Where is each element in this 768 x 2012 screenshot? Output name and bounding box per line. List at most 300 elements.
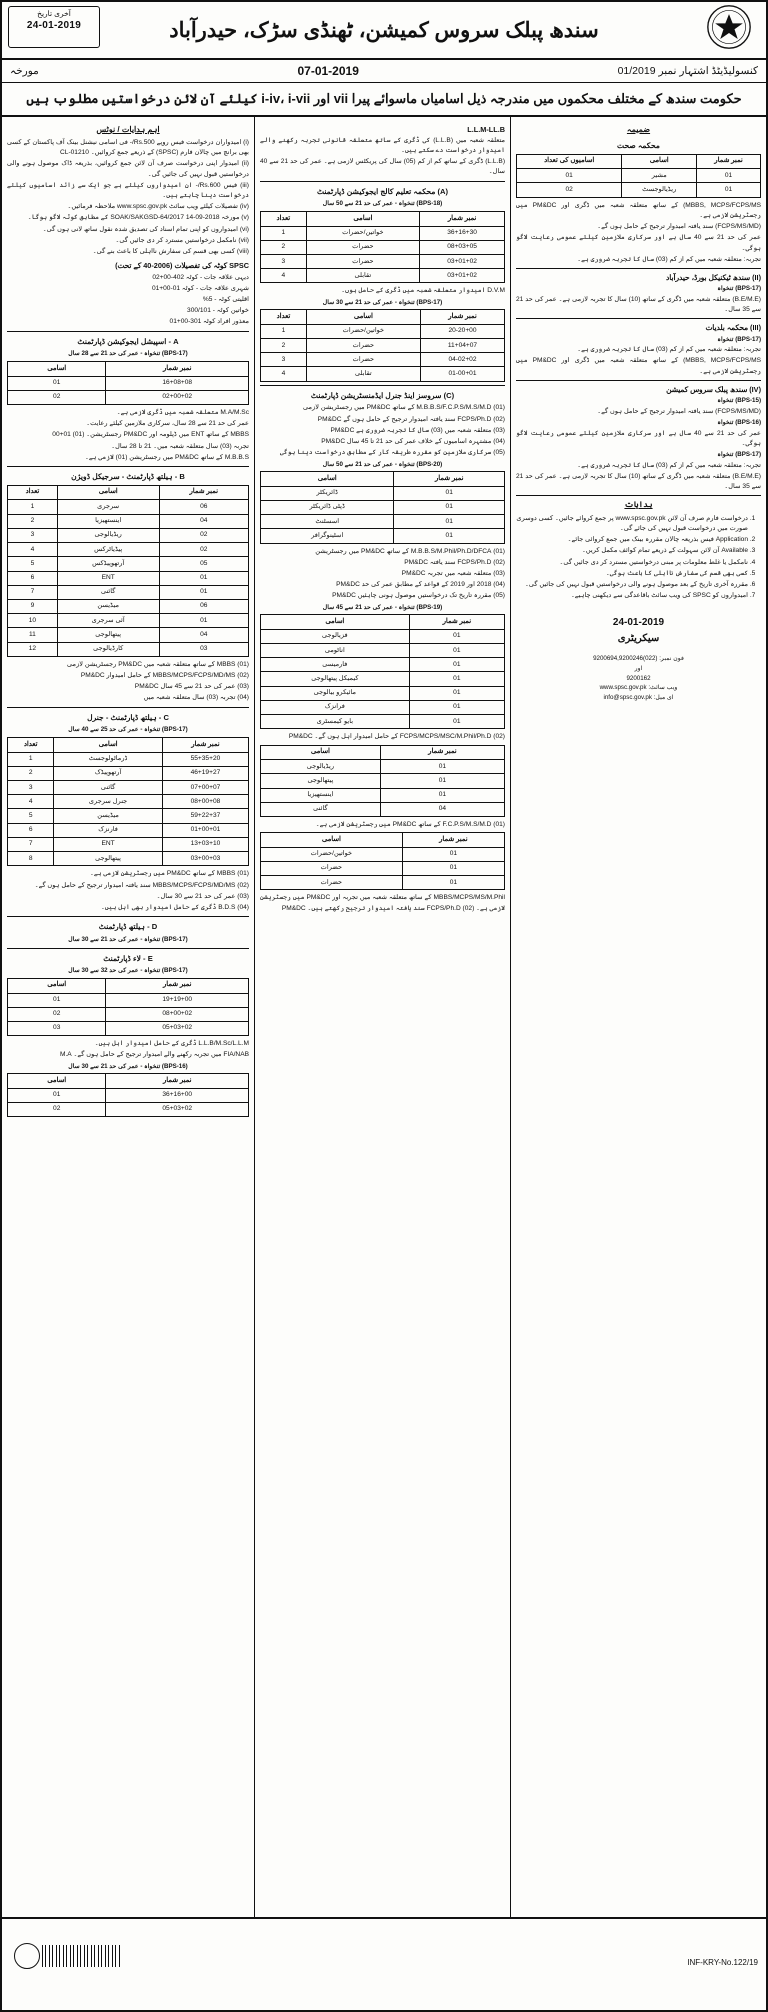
table-row [8,781,249,795]
health-general-note-4: (04) B.D.S ڈگری کے حامل امیدوار بھی اہل ہیں۔ [101,904,249,912]
tech-board-heading: (II) سندھ ٹیکنیکل بورڈ، حیدرآباد [665,272,761,282]
table-row [8,1088,249,1102]
col-header: اسامی [622,154,697,169]
table-row [8,766,249,780]
cell: تقابلی [306,367,420,381]
cell: 01 [409,672,504,686]
surgical-note-4: (04) تجربہ (03) سال متعلقہ شعبہ میں [143,694,249,702]
instructions-list [516,514,761,602]
health-surgical-table [7,485,249,657]
divider [7,707,249,708]
cell: حضرات [306,255,420,269]
cell: 3 [261,353,307,367]
email-label: ای میل: [653,693,674,701]
cell: 03+01+02 [420,255,505,269]
dept-e-item-1: (01) M.B.B.S/M.Phil/Ph.D/DFCA کے ساتھ PM&DC میں رجسٹریشن [315,547,505,555]
dept-e-item-5: (05) مقررہ تاریخ تک درخواستیں موصول ہونی چاہئیں PM&DC [332,592,505,600]
cell: 36+16+30 [420,226,505,240]
instruction-i: (i) امیدواران درخواست فیس روپے Rs.500/- فی اسامی نیشنل بینک آف پاکستان کے کسی بھی برانچ میں چالان فارم (SPSC) کے ذریعے جمع کروائیں۔ CL-01210 [7,138,249,157]
cell: گائنی [261,802,381,816]
col-header: نمبر شمار [402,833,504,848]
surgical-note-1: (01) MBBS کے ساتھ متعلقہ شعبہ میں PM&DC رجسٹریشن لازمی [67,660,249,668]
website-link[interactable]: www.spsc.gov.pk [599,684,647,692]
cell: 01 [159,614,249,628]
surgical-note-3: (03) عمر کی حد 21 سے 45 سال PM&DC [134,683,249,691]
cell: پیڈیاٹرکس [57,543,159,557]
cell: 4 [8,543,58,557]
cell: ڈرماٹولوجسٹ [54,752,163,766]
ad-number: کنسولیڈیٹڈ اشتہار نمبر 01/2019 [617,65,758,77]
special-education-heading: A - اسپیشل ایجوکیشن ڈپارٹمنٹ [77,336,179,346]
quota-line-4: خواتین کوٹہ - 300/101 [187,307,249,315]
law-note-2: FIA/NAB میں تجربہ رکھنے والے امیدوار ترجیح کے حامل ہوں گے۔ M.A [59,1051,249,1059]
special-education-note-3: MBBS کے ساتھ ENT میں ڈپلومہ اور PM&DC رجسٹریشن۔ (01) 01+00 [52,431,249,439]
cell: 01+00+01 [162,823,248,837]
instruction-v: (v) مورخہ SOAK/SAKGSD-64/2017 14-09-2018 کے مطابق کوٹہ لاگو ہوگا۔ [27,214,249,222]
divider [516,495,761,496]
cell: 3 [8,528,58,542]
cell: 01 [409,658,504,672]
table-row [8,1102,249,1116]
cell: 01 [394,486,505,500]
cell: 1 [8,500,58,514]
table-row [261,802,505,816]
law-second-table [7,1073,249,1117]
misc-posts-table [260,614,505,729]
col-header: نمبر شمار [409,615,504,630]
divider [7,916,249,917]
dvm-text: D.V.M امیدوار متعلقہ شعبہ میں ڈگری کے حامل ہوں۔ [341,287,505,295]
list-item: 7. امیدواروں کو SPSC کی ویب سائٹ باقاعدگی سے دیکھنی چاہیے۔ [516,591,748,601]
cell: فرانزک [261,700,410,714]
cell: 01 [402,876,504,890]
divider [7,948,249,949]
cell: 10 [8,614,58,628]
tech-board-scale: (BPS-17) تنخواہ [717,285,761,293]
table-row [261,700,505,714]
table-row [261,788,505,802]
cell: 01 [159,571,249,585]
cell: 06 [159,599,249,613]
col-header: تعداد [261,212,307,227]
health-general-note-2: (02) MBBS/MCPS/FCPS/MD/MS سند یافتہ امیدوار ترجیح کے حامل ہوں گے۔ [34,881,249,889]
col-header: نمبر شمار [159,485,249,500]
cell: حضرات [306,353,420,367]
cell: 55+35+20 [162,752,248,766]
page-title: سندھ پبلک سروس کمیشن، ٹھنڈی سڑک، حیدرآباد [169,19,599,42]
cell: 16+08+08 [106,376,249,390]
cell: 59+22+37 [162,809,248,823]
local-govt-text: تجربہ: متعلقہ شعبہ میں کم از کم (03) سال کا تجربہ ضروری ہے۔ [577,346,761,354]
cell: 01 [159,585,249,599]
middle-footer-note: MBBS/MCPS/MS/M.Phil کے ساتھ متعلقہ شعبہ میں تجربہ اور PM&DC میں رجسٹریشن لازمی ہے۔ (02) FCPS/Ph.D سند یافتہ امیدوار ترجیح رکھتے ہیں۔ PM&DC [260,894,505,912]
gad-item-1: (01) M.B.B.S/F.C.P.S/M.S/M.D کے ساتھ PM&DC میں رجسٹریشن لازمی [303,404,505,412]
list-item: 4. نامکمل یا غلط معلومات پر مبنی درخواستیں مسترد کر دی جائیں گی۔ [516,558,748,568]
law-dept-scale: (BPS-17) تنخواہ - عمر کی حد 32 سے 30 سال [68,967,188,975]
table-row [261,629,505,643]
col-header: اسامی [306,310,420,325]
cell: 02 [159,543,249,557]
table-row [8,376,249,390]
law-second-scale: (BPS-16) تنخواہ - عمر کی حد 21 سے 30 سال [68,1062,188,1070]
health-note-3: عمر کی حد 21 سے 40 سال ہے اور سرکاری ملازمین کیلئے عمومی رعایت لاگو ہوگی۔ [516,234,761,252]
cell: 4 [261,269,307,283]
special-education-note-4: تجربہ (03) سال متعلقہ شعبہ میں۔ 21 تا 28 سال۔ [111,442,249,450]
table-row [261,686,505,700]
phone-label: فون نمبر: [659,655,684,663]
table-row [8,585,249,599]
cell: 01 [409,715,504,729]
table-row [517,169,761,183]
cell: 4 [8,795,54,809]
cell: اناٹومی [261,644,410,658]
table-row [261,255,505,269]
services-gad-table [260,471,505,543]
table-row [261,226,505,240]
special-education-note-1: M.A/M.Sc متعلقہ شعبہ میں ڈگری لازمی ہے۔ [116,409,249,417]
cell: 03+01+02 [420,269,505,283]
cell: اسٹینوگرافر [261,529,394,543]
cell: حضرات [261,861,403,875]
cell: ریڈیالوجی [57,528,159,542]
table-row [261,658,505,672]
col-header: اسامی [57,485,159,500]
table-row [517,183,761,197]
cell: پیتھالوجی [57,628,159,642]
education-second-table [260,309,505,381]
divider [260,181,505,182]
cell: 3 [261,255,307,269]
last-date-stamp [8,6,100,48]
divider [260,385,505,386]
cell: اینستھیزیا [261,788,381,802]
health-note-1: MBBS, MCPS/FCPS/MS) کے ساتھ متعلقہ شعبہ میں ڈگری اور PM&DC میں رجسٹریشن لازمی ہے۔ [516,201,761,219]
web-label: ویب سائٹ: [648,684,678,692]
cell: 01 [409,644,504,658]
cell: 01 [8,993,106,1007]
dept-e-item-4: (04) 2018 اور 2019 کے قواعد کے مطابق عمر کی حد PM&DC [336,581,505,589]
secretary-signature: سیکریٹری [617,632,660,644]
llm-heading: L.L.M-LL.B [467,124,505,134]
quota-line-3: اقلیتی کوٹہ - 5% [202,296,249,304]
important-instructions-title: اہم ہدایات / نوٹس [96,124,160,134]
spsc-text-3: تجربہ: متعلقہ شعبہ میں کم از کم (03) سال کا تجربہ ضروری ہے۔ [577,461,761,469]
education-second-scale: (BPS-17) تنخواہ - عمر کی حد 21 سے 30 سال [322,298,443,306]
cell: ریڈیالوجسٹ [622,183,697,197]
cell: 7 [8,837,54,851]
cell: 8 [8,852,54,866]
cell: آئی سرجری [57,614,159,628]
col-header: اسامی [8,1074,106,1089]
table-row [261,861,505,875]
misc-posts-scale: (BPS-19) تنخواہ - عمر کی حد 21 سے 45 سال [322,603,443,611]
cell: 46+19+27 [162,766,248,780]
local-govt-heading: (III) محکمہ بلدیات [705,323,761,333]
list-item: 5. کسی بھی قسم کی سفارش نااہلی کا باعث ہوگی۔ [516,569,748,579]
cell: 6 [8,571,58,585]
cell: 06 [159,500,249,514]
spsc-dept-heading: (IV) سندھ پبلک سروس کمیشن [666,384,761,394]
special-education-scale: (BPS-17) تنخواہ - عمر کی حد 21 سے 28 سال [68,350,188,358]
spsc-text-2: عمر کی حد 21 سے 40 سال ہے اور سرکاری ملازمین کیلئے عمومی رعایت لاگو ہوگی۔ [516,429,761,447]
table-row [8,528,249,542]
col-header: اسامی [261,615,410,630]
col-header: نمبر شمار [106,362,249,377]
gad-item-2: (02) FCPS/Ph.D سند یافتہ امیدوار ترجیح کے حامل ہوں گے PM&DC [317,415,505,423]
dept-e-item-3: (03) متعلقہ شعبہ میں تجربہ PM&DC [401,570,505,577]
college-education-table [260,211,505,283]
cell: خواتین/حضرات [306,324,420,338]
cell: 01 [380,788,504,802]
table-row [261,847,505,861]
table-row [261,324,505,338]
cell: حضرات [306,339,420,353]
announcement-banner: حکومت سندھ کے مختلف محکموں میں مندرجہ ذیل اسامیاں ماسوائے پیرا vii اور i-iv، i-vii کیلئے آن لائن درخواستیں مطلوب ہیں [2,83,766,117]
cell: 01 [380,774,504,788]
list-item: 2. Application فیس بذریعہ چالان مقررہ بینک میں جمع کروائی جائے۔ [516,535,748,545]
cell: فارمیسی [261,658,410,672]
spsc-scale-16: (BPS-16) تنخواہ [717,418,761,426]
cell: 5 [8,809,54,823]
cell: 3 [8,781,54,795]
cell: خواتین/حضرات [261,847,403,861]
table-row [261,339,505,353]
page-footer [2,1917,766,1973]
cell: 20-20+00 [420,324,504,338]
cell: 1 [261,324,307,338]
college-education-scale: (BPS-18) تنخواہ - عمر کی حد 21 سے 50 سال [322,200,443,208]
health-note-4: تجربہ: متعلقہ شعبہ میں کم از کم (03) سال کا تجربہ ضروری ہے۔ [577,255,761,263]
col-header: نمبر شمار [106,1074,249,1089]
cell: تقابلی [306,269,420,283]
col-header: اسامی [261,745,381,760]
masthead [2,2,766,60]
table-row [8,852,249,866]
cell: جنرل سرجری [54,795,163,809]
quota-line-2: شہری علاقہ جات - کوٹہ 01-00+01 [151,284,249,292]
health-note-2: (FCPS/MS/MD) سند یافتہ امیدوار ترجیح کے حامل ہوں گے۔ [597,223,761,231]
divider [516,318,761,319]
law-dept-table [7,978,249,1036]
phone-number-2: 9200162 [626,674,651,682]
services-gad-scale: (BPS-20) تنخواہ - عمر کی حد 21 سے 50 سال [322,460,443,468]
table-row [8,628,249,642]
spsc-text-4: (B.E/M.E) متعلقہ شعبہ میں ڈگری کے ساتھ (10) سال کا تجربہ لازمی ہے۔ عمر کی حد 21 سے 35 سال۔ [516,472,761,491]
cell: 02 [8,1102,106,1116]
cell: 04 [380,802,504,816]
table-row [8,1007,249,1021]
divider [7,466,249,467]
cell: 05 [159,557,249,571]
cell: بایو کیمسٹری [261,715,410,729]
cell: 2 [261,240,307,254]
official-seal [14,1943,40,1969]
cell: 01 [409,629,504,643]
health-dept-heading: محکمہ صحت [617,140,660,150]
special-education-note-5: M.B.B.S کے ساتھ PM&DC میں رجسٹریشن (01) لازمی ہے۔ [84,453,249,461]
cell: 05+03+02 [106,1102,249,1116]
col-header: نمبر شمار [420,212,505,227]
cell: 08+03+05 [420,240,505,254]
cell: 01 [517,169,622,183]
col-header: اسامی [8,362,106,377]
divider [516,380,761,381]
tech-board-text: (B.E/M.E) متعلقہ شعبہ میں ڈگری کے ساتھ (10) سال کا تجربہ لازمی ہے۔ عمر کی حد 21 سے 35 سال۔ [516,295,761,314]
col-header: تعداد [261,310,307,325]
special-education-note-2: عمر کی حد 21 سے 28 سال، سرکاری ملازمین کیلئے رعایت۔ [86,420,249,428]
final-posts-table [260,832,505,890]
cell: 01 [697,169,761,183]
cell: 01 [394,500,505,514]
quota-line-1: دیہی علاقہ جات - کوٹہ 402-00+02 [152,273,249,281]
table-row [8,1021,249,1035]
col-header: نمبر شمار [394,472,505,487]
cell: 08+00+02 [106,1007,249,1021]
services-gad-heading: (C) سروسز اینڈ جنرل ایڈمنسٹریشن ڈپارٹمنٹ [310,390,455,400]
table-row [8,614,249,628]
cell: 05+03+02 [106,1021,249,1035]
health-general-table [7,737,249,866]
column-right [510,117,766,1917]
instructions-title: ہدایات [624,500,653,510]
cell: 19+19+00 [106,993,249,1007]
cell: 2 [8,514,58,528]
barcode [42,1945,120,1967]
health-general-scale: (BPS-17) تنخواہ - عمر کی حد 25 سے 40 سال [68,726,188,734]
cell: 03 [159,642,249,656]
fcps-note: (02) FCPS/MCPS/MSC/M.Phil/Ph.D کے حامل امیدوار اہل ہوں گے۔ PM&DC [288,733,505,741]
cell: 02 [8,1007,106,1021]
last-date-value: 24-01-2019 [26,20,82,32]
phone-number-1: (022)9200694,9200246 [593,655,658,663]
table-row [261,486,505,500]
col-header: نمبر شمار [420,310,504,325]
technical-posts-table [260,745,505,817]
cell: ENT [54,837,163,851]
cell: 2 [8,766,54,780]
instruction-viii: (viii) کسی بھی قسم کی سفارش نااہلی کا باعث بنے گی۔ [92,248,249,256]
cell: میڈیسن [57,599,159,613]
cell: 1 [261,226,307,240]
table-row [261,715,505,729]
cell: فارنزک [54,823,163,837]
cell: 02 [159,528,249,542]
table-row [261,529,505,543]
cell: ڈپٹی ڈائریکٹر [261,500,394,514]
annex-title: ضمیمہ [626,124,651,134]
inf-number: INF-KRY-No.122/19 [687,1957,758,1967]
cell: ڈائریکٹر [261,486,394,500]
table-row [261,353,505,367]
cell: 03 [8,1021,106,1035]
sindh-public-service-commission-logo [706,4,752,50]
gad-item-5: (05) سرکاری ملازمین کو مقررہ طریقہ کار کے مطابق درخواست دینا ہوگی [279,449,505,457]
cell: 01 [394,515,505,529]
cell: 2 [261,339,307,353]
table-row [8,543,249,557]
divider [516,268,761,269]
table-row [8,642,249,656]
cell: پیتھالوجی [54,852,163,866]
and-label: اور [634,665,643,673]
table-row [261,500,505,514]
cell: 02 [517,183,622,197]
cell: گائنی [57,585,159,599]
col-header: اسامی [54,738,163,753]
list-item: 3. Available آن لائن سہولت کے ذریعے تمام کوائف مکمل کریں۔ [516,546,748,556]
table-row [8,599,249,613]
instruction-iii: (iii) فیس Rs.600/- ان امیدواروں کیلئے ہے جو ایک سے زائد اسامیوں کیلئے درخواست دینا چاہتے ہیں۔ [7,181,249,199]
table-row [8,809,249,823]
body-columns [2,117,766,1917]
table-row [261,240,505,254]
health-general-note-1: (01) MBBS کے ساتھ PM&DC میں رجسٹریشن لازمی ہے۔ [90,870,249,878]
cell: فزیالوجی [261,629,410,643]
table-row [8,571,249,585]
health-surgical-heading: B - ہیلتھ ڈپارٹمنٹ - سرجیکل ڈویژن [71,472,185,482]
table-row [8,390,249,404]
table-row [261,876,505,890]
instruction-iv: (iv) تفصیلات کیلئے ویب سائٹ www.spsc.gov.pk ملاحظہ فرمائیں۔ [67,203,249,211]
law-note-1: L.L.B/M.Sc/L.L.M ڈگری کے حامل امیدوار اہل ہیں۔ [94,1040,249,1048]
cell: میڈیسن [54,809,163,823]
col-header: تعداد [8,485,58,500]
col-header: نمبر شمار [106,978,249,993]
col-header: نمبر شمار [697,154,761,169]
table-row [8,557,249,571]
cell: 02 [8,390,106,404]
cell: 11 [8,628,58,642]
table-row [8,500,249,514]
last-date-label: آخری تاریخ [37,9,71,18]
health-general-note-3: (03) عمر کی حد 21 سے 30 سال۔ [156,892,249,900]
col-header: نمبر شمار [162,738,248,753]
law-dept-heading: E - لاء ڈپارٹمنٹ [103,953,153,963]
gad-item-3: (03) متعلقہ شعبہ میں (03) سال کا تجربہ ضروری ہے PM&DC [330,426,505,434]
cell: مشیر [622,169,697,183]
college-education-heading: (A) محکمہ تعلیم کالج ایجوکیشن ڈپارٹمنٹ [316,186,449,196]
col-header: اسامی [261,833,403,848]
cell: 01 [402,847,504,861]
cell: 01 [409,700,504,714]
surgical-note-2: (02) MBBS/MCPS/FCPS/MD/MS کے حامل امیدوار PM&DC [80,672,249,680]
cell: 01 [402,861,504,875]
cell: گائنی [54,781,163,795]
cell: پیتھالوجی [261,774,381,788]
spsc-scale-15: (BPS-15) تنخواہ [717,397,761,405]
list-item: 6. مقررہ آخری تاریخ کے بعد موصول ہونے والی درخواستیں قبول نہیں کی جائیں گی۔ [516,580,748,590]
health-first-table [516,154,761,198]
cell: کارڈیالوجی [57,642,159,656]
col-header: اسامی [261,472,394,487]
cell: ریڈیالوجی [261,760,381,774]
cell: اینستھیزیا [57,514,159,528]
email-link[interactable]: info@spsc.gov.pk [603,693,652,701]
table-row [261,672,505,686]
llm-text-2: (L.L.B) ڈگری کے ساتھ کم از کم (05) سال کی پریکٹس لازمی ہے۔ عمر کی حد 21 سے 40 سال۔ [260,158,506,176]
column-middle [254,117,510,1917]
table-row [8,795,249,809]
table-row [261,269,505,283]
cell: 04 [159,628,249,642]
table-row [8,514,249,528]
cell: 07+00+07 [162,781,248,795]
local-govt-text-2: MBBS, MCPS/FCPS/MS) کے ساتھ متعلقہ شعبہ میں ڈگری اور PM&DC میں رجسٹریشن لازمی ہے۔ [516,357,761,375]
special-education-table [7,361,249,405]
col-header: نمبر شمار [380,745,504,760]
ad-date: 07-01-2019 [297,64,359,78]
cell: 11+04+07 [420,339,504,353]
